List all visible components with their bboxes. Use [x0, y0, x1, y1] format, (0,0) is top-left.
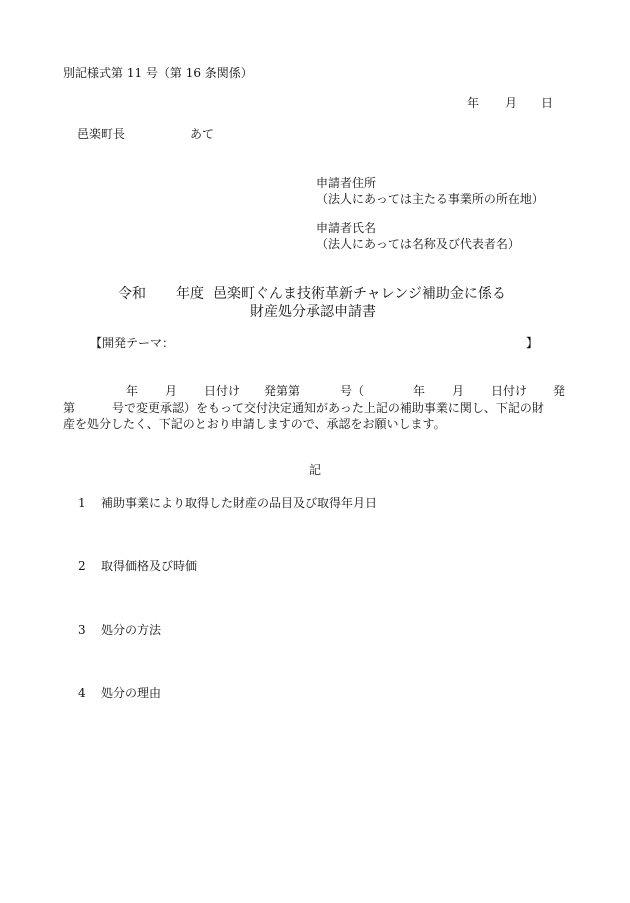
body-line-2: 号で変更承認）をもって交付決定通知があった上記の補助事業に関し、下記の財 [112, 401, 544, 415]
addressee-name: 邑楽町長 [77, 127, 126, 141]
body-line-3: 産を処分したく、下記のとおり申請しますので、承認をお願いします。 [63, 417, 446, 431]
title-main: 邑楽町ぐんま技術革新チャレンジ補助金に係る [213, 286, 506, 302]
item-3-number: 3 [78, 623, 86, 637]
title-subtitle: 財産処分承認申請書 [250, 304, 376, 320]
theme-close: 】 [526, 336, 539, 350]
applicant-name-note: （法人にあっては名称及び代表者名） [316, 237, 520, 251]
body-dated: 日付け [204, 384, 241, 398]
item-1-number: 1 [78, 496, 86, 510]
body-hatsu: 発 [553, 384, 566, 398]
body-dai: 第 [63, 401, 76, 415]
body-month: 月 [165, 384, 178, 398]
item-1-label: 補助事業により取得した財産の品目及び取得年月日 [101, 496, 378, 510]
ki-heading: 記 [309, 463, 322, 477]
body-month-2: 月 [452, 384, 465, 398]
item-4-number: 4 [78, 686, 86, 700]
applicant-address-label: 申請者住所 [316, 176, 377, 190]
body-year-2: 年 [413, 384, 426, 398]
date-month: 月 [505, 96, 518, 110]
item-2-label: 取得価格及び時価 [101, 559, 198, 573]
applicant-name-label: 申請者氏名 [316, 221, 377, 235]
item-4-label: 処分の理由 [101, 686, 162, 700]
title-era: 令和 [118, 286, 146, 302]
item-2-number: 2 [78, 559, 86, 573]
date-day: 日 [541, 96, 554, 110]
body-year: 年 [126, 384, 139, 398]
title-year: 年度 [176, 286, 204, 302]
form-label: 別記様式第 11 号（第 16 条関係） [63, 66, 253, 80]
applicant-address-note: （法人にあっては主たる事業所の所在地） [316, 192, 544, 206]
theme-open: 【開発テーマ： [90, 336, 175, 350]
body-number-prefix: 発第第 [264, 384, 301, 398]
item-3-label: 処分の方法 [101, 623, 162, 637]
body-number-suffix: 号（ [340, 384, 365, 398]
date-year: 年 [467, 96, 480, 110]
addressee-suffix: あて [190, 127, 215, 141]
body-dated-2: 日付け [491, 384, 528, 398]
